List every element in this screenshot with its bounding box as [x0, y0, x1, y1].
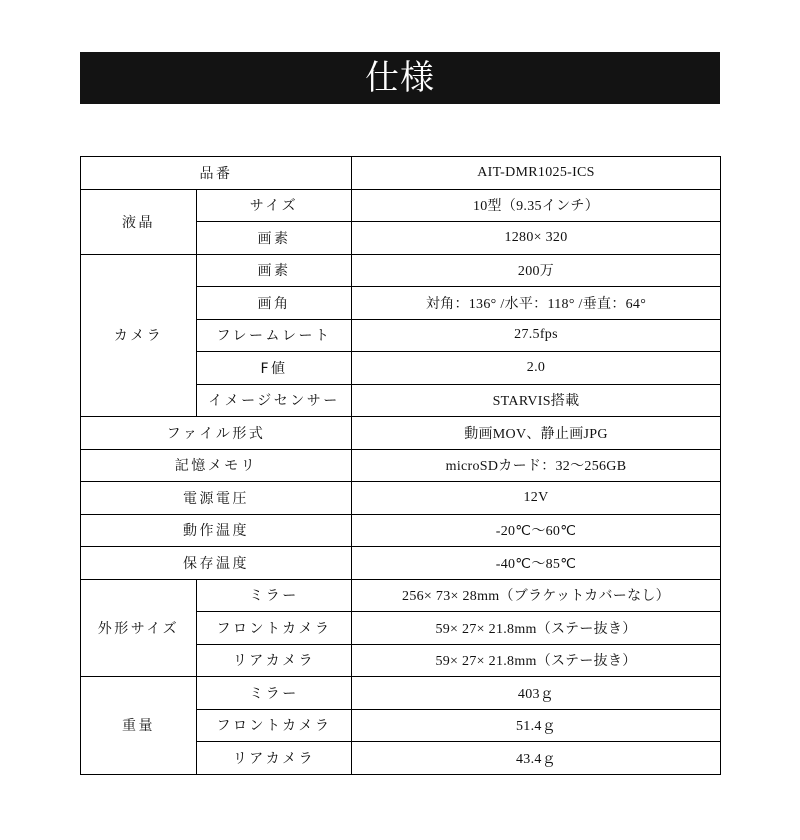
- spec-sub-label: 画素: [197, 254, 352, 287]
- spec-row-model-number: [81, 157, 721, 190]
- spec-value: 2.0: [352, 352, 721, 385]
- spec-group-label: カメラ: [81, 254, 197, 417]
- spec-table: [80, 156, 721, 775]
- spec-value: 256× 73× 28mm（ブラケットカバーなし）: [352, 579, 721, 612]
- spec-value: AIT-DMR1025-ICS: [352, 157, 721, 190]
- spec-row-weight-mirror: [81, 677, 721, 710]
- title-bar: [80, 52, 720, 104]
- spec-sub-label: 画素: [197, 222, 352, 255]
- spec-sub-label: F値: [197, 352, 352, 385]
- spec-value: 403ｇ: [352, 677, 721, 710]
- spec-value: 対角：136° /水平：118° /垂直：64°: [352, 287, 721, 320]
- spec-value: 10型（9.35インチ）: [352, 189, 721, 222]
- spec-row-file-format: [81, 417, 721, 450]
- spec-group-label: 液晶: [81, 189, 197, 254]
- spec-sub-label: イメージセンサー: [197, 384, 352, 417]
- spec-value: 59× 27× 21.8mm（ステー抜き）: [352, 644, 721, 677]
- spec-sub-label: ミラー: [197, 579, 352, 612]
- spec-sub-label: ミラー: [197, 677, 352, 710]
- page-title: 仕様: [365, 58, 435, 98]
- spec-label: 電源電圧: [81, 482, 352, 515]
- spec-value: microSDカード：32～256GB: [352, 449, 721, 482]
- spec-sub-label: サイズ: [197, 189, 352, 222]
- spec-value: -20℃～60℃: [352, 514, 721, 547]
- spec-row-camera-pixels: [81, 254, 721, 287]
- spec-row-storage: [81, 449, 721, 482]
- spec-group-label: 外形サイズ: [81, 579, 197, 677]
- spec-label: 保存温度: [81, 547, 352, 580]
- spec-group-label: 重量: [81, 677, 197, 775]
- spec-value: 59× 27× 21.8mm（ステー抜き）: [352, 612, 721, 645]
- spec-sub-label: リアカメラ: [197, 644, 352, 677]
- spec-value: 200万: [352, 254, 721, 287]
- spec-sub-label: フレームレート: [197, 319, 352, 352]
- spec-row-size-mirror: [81, 579, 721, 612]
- spec-sub-label: フロントカメラ: [197, 709, 352, 742]
- spec-value: 43.4ｇ: [352, 742, 721, 775]
- spec-row-storage-temp: [81, 547, 721, 580]
- spec-label: 記憶メモリ: [81, 449, 352, 482]
- spec-value: 1280× 320: [352, 222, 721, 255]
- spec-label: 品番: [81, 157, 352, 190]
- spec-row-voltage: [81, 482, 721, 515]
- spec-value: STARVIS搭載: [352, 384, 721, 417]
- spec-value: 12V: [352, 482, 721, 515]
- spec-label: ファイル形式: [81, 417, 352, 450]
- spec-value: 27.5fps: [352, 319, 721, 352]
- spec-row-lcd-size: [81, 189, 721, 222]
- spec-value: 51.4ｇ: [352, 709, 721, 742]
- spec-value: 動画MOV、静止画JPG: [352, 417, 721, 450]
- spec-row-operating-temp: [81, 514, 721, 547]
- spec-label: 動作温度: [81, 514, 352, 547]
- spec-sub-label: フロントカメラ: [197, 612, 352, 645]
- spec-value: -40℃～85℃: [352, 547, 721, 580]
- spec-sub-label: リアカメラ: [197, 742, 352, 775]
- spec-sub-label: 画角: [197, 287, 352, 320]
